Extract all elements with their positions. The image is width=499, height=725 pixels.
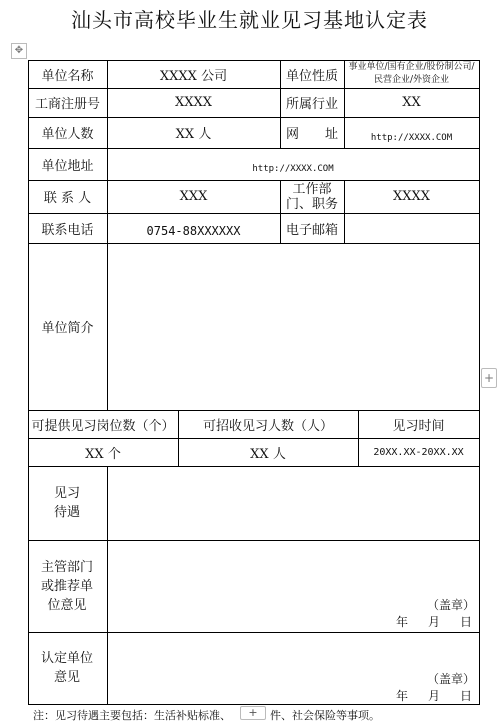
trainees-label: 可招收见习人数（人） (202, 418, 333, 434)
unit-name-value: XXXX 公司 (159, 68, 228, 84)
email-label: 电子邮箱 (285, 222, 338, 238)
cert-month: 月 (428, 689, 441, 703)
cert-stamp: （盖章） (427, 672, 476, 686)
dept-day: 日 (460, 615, 473, 629)
posts-value: XX 个 (85, 446, 121, 462)
unit-nature-value: 事业单位/国有企业/股份制公司/民营企业/外资企业 (348, 62, 475, 85)
website-value[interactable]: http://XXXX.COM (370, 132, 453, 143)
industry-label: 所属行业 (285, 97, 338, 112)
move-handle-icon[interactable]: ✥ (11, 43, 27, 59)
dept-stamp: （盖章） (427, 598, 476, 612)
phone-label: 联系电话 (41, 222, 94, 238)
address-value[interactable]: http://XXXX.COM (252, 164, 334, 174)
contact-value: XXX (179, 189, 208, 204)
cert-day: 日 (460, 689, 473, 703)
registration-value: XXXX (174, 95, 213, 110)
contact-label: 联 系 人 (43, 191, 92, 206)
department-value: XXXX (392, 189, 431, 204)
address-label: 单位地址 (41, 158, 94, 174)
footnote-tail: 件、社会保险等事项。 (270, 709, 380, 722)
page-title: 汕头市高校毕业生就业见习基地认定表 (71, 8, 428, 32)
period-value: 20XX.XX-20XX.XX (373, 446, 464, 458)
trainees-value: XX 人 (250, 446, 286, 462)
posts-label: 可提供见习岗位数（个） (31, 418, 175, 434)
dept-month: 月 (428, 615, 441, 629)
dept-opinion-label: 主管部门或推荐单位意见 (40, 559, 93, 613)
add-column-plus-icon[interactable]: + (481, 368, 497, 388)
registration-label: 工商注册号 (34, 97, 100, 112)
phone-value: 0754-88XXXXXX (146, 224, 241, 238)
unit-name-label: 单位名称 (41, 68, 94, 84)
footnote-text: 注：见习待遇主要包括：生活补贴标准、 (33, 709, 231, 722)
website-label: 网 址 (285, 127, 338, 142)
treatment-label: 见习待遇 (53, 486, 80, 520)
email-value[interactable] (344, 213, 479, 243)
department-label: 工作部门、职务 (285, 181, 338, 212)
unit-nature-label: 单位性质 (285, 68, 338, 84)
period-label: 见习时间 (392, 418, 445, 434)
cert-year: 年 (396, 689, 409, 703)
cert-opinion-label: 认定单位意见 (40, 651, 93, 685)
staff-count-value: XX 人 (175, 127, 212, 142)
industry-value: XX (402, 95, 421, 110)
staff-count-label: 单位人数 (41, 127, 94, 142)
add-row-plus-icon[interactable]: + (240, 706, 266, 720)
intro-label: 单位简介 (41, 321, 94, 336)
treatment-value[interactable] (107, 466, 479, 540)
dept-year: 年 (396, 615, 409, 629)
footnote (33, 707, 231, 723)
intro-value[interactable] (107, 243, 479, 410)
